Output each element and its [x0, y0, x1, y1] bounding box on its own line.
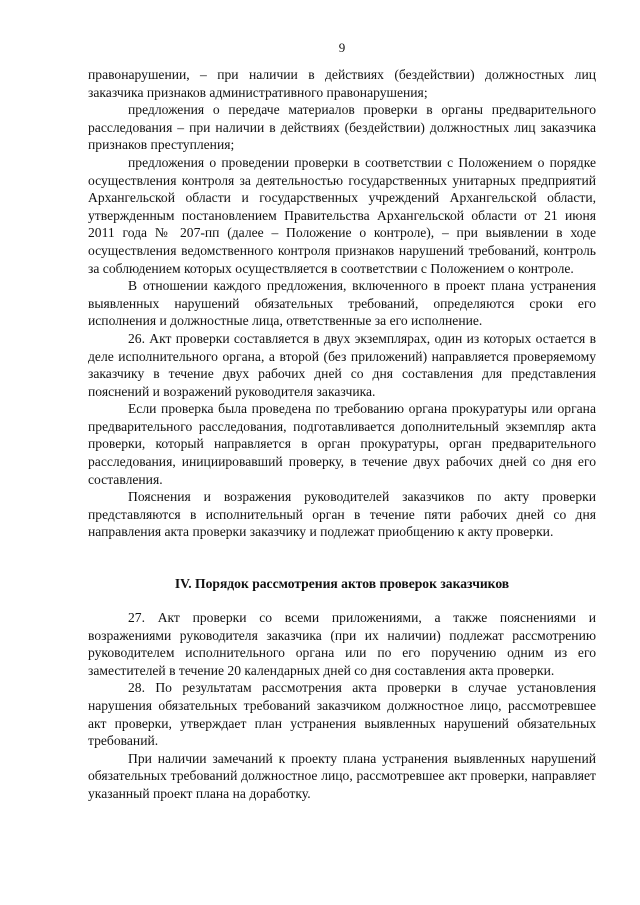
paragraph: 28. По результатам рассмотрения акта проверки в случае установления нарушения обязательных требований заказчиком должностное лицо, рассмотревшее акт проверки, утверждает план устранения выявленных нарушений обязательных требований. — [88, 680, 596, 749]
paragraph: В отношении каждого предложения, включенного в проект плана устранения выявленных нарушений обязательных требований, определяются сроки его исполнения и должностные лица, ответственные за его исполнение. — [88, 278, 596, 329]
paragraph: предложения о передаче материалов проверки в органы предварительного расследования – при наличии в действиях (бездействии) должностных лиц заказчика признаков преступления; — [88, 102, 596, 153]
paragraph: предложения о проведении проверки в соответствии с Положением о порядке осуществления контроля за деятельностью государственных унитарных предприятий Архангельской области и государственных учреждений Архангельской области, утвержденным постановлением Правительства Архангельской области от 21 июня 2011 года № 207-пп (далее – Положение о контроле), – при выявлении в ходе осуществления ведомственного контроля признаков нарушений требований, контроль за соблюдением которых осуществляется в соответствии с Положением о контроле. — [88, 154, 596, 276]
paragraph: 26. Акт проверки составляется в двух экземплярах, один из которых остается в деле исполнительного органа, а второй (без приложений) направляется проверяемому заказчику в течение двух рабочих дней со дня составления для представления пояснений и возражений руководителя заказчика. — [88, 330, 596, 399]
paragraph: 27. Акт проверки со всеми приложениями, а также пояснениями и возражениями руководителя заказчика (при их наличии) подлежат рассмотрению руководителем исполнительного органа или по его поручению одним из его заместителей в течение 20 календарных дней со дня составления акта проверки. — [88, 610, 596, 678]
paragraph: Если проверка была проведена по требованию органа прокуратуры или органа предварительного расследования, подготавливается дополнительный экземпляр акта проверки, который направляется в орган прокуратуры, орган предварительного расследования, инициировавший проверку, в течение двух рабочих дней со дня его составления. — [88, 401, 596, 487]
section-heading: IV. Порядок рассмотрения актов проверок заказчиков — [174, 576, 510, 592]
paragraph: Пояснения и возражения руководителей заказчиков по акту проверки представляются в исполнительный орган в течение пяти рабочих дней со дня направления акта проверки заказчику и подлежат приобщению к акту проверки. — [88, 489, 596, 540]
document-body — [88, 66, 596, 803]
page-number: 9 — [338, 40, 346, 55]
paragraph: При наличии замечаний к проекту плана устранения выявленных нарушений обязательных требований должностное лицо, рассмотревшее акт проверки, направляет указанный проект плана на доработку. — [88, 750, 596, 801]
paragraph: правонарушении, – при наличии в действиях (бездействии) должностных лиц заказчика признаков административного правонарушения; — [88, 67, 596, 100]
